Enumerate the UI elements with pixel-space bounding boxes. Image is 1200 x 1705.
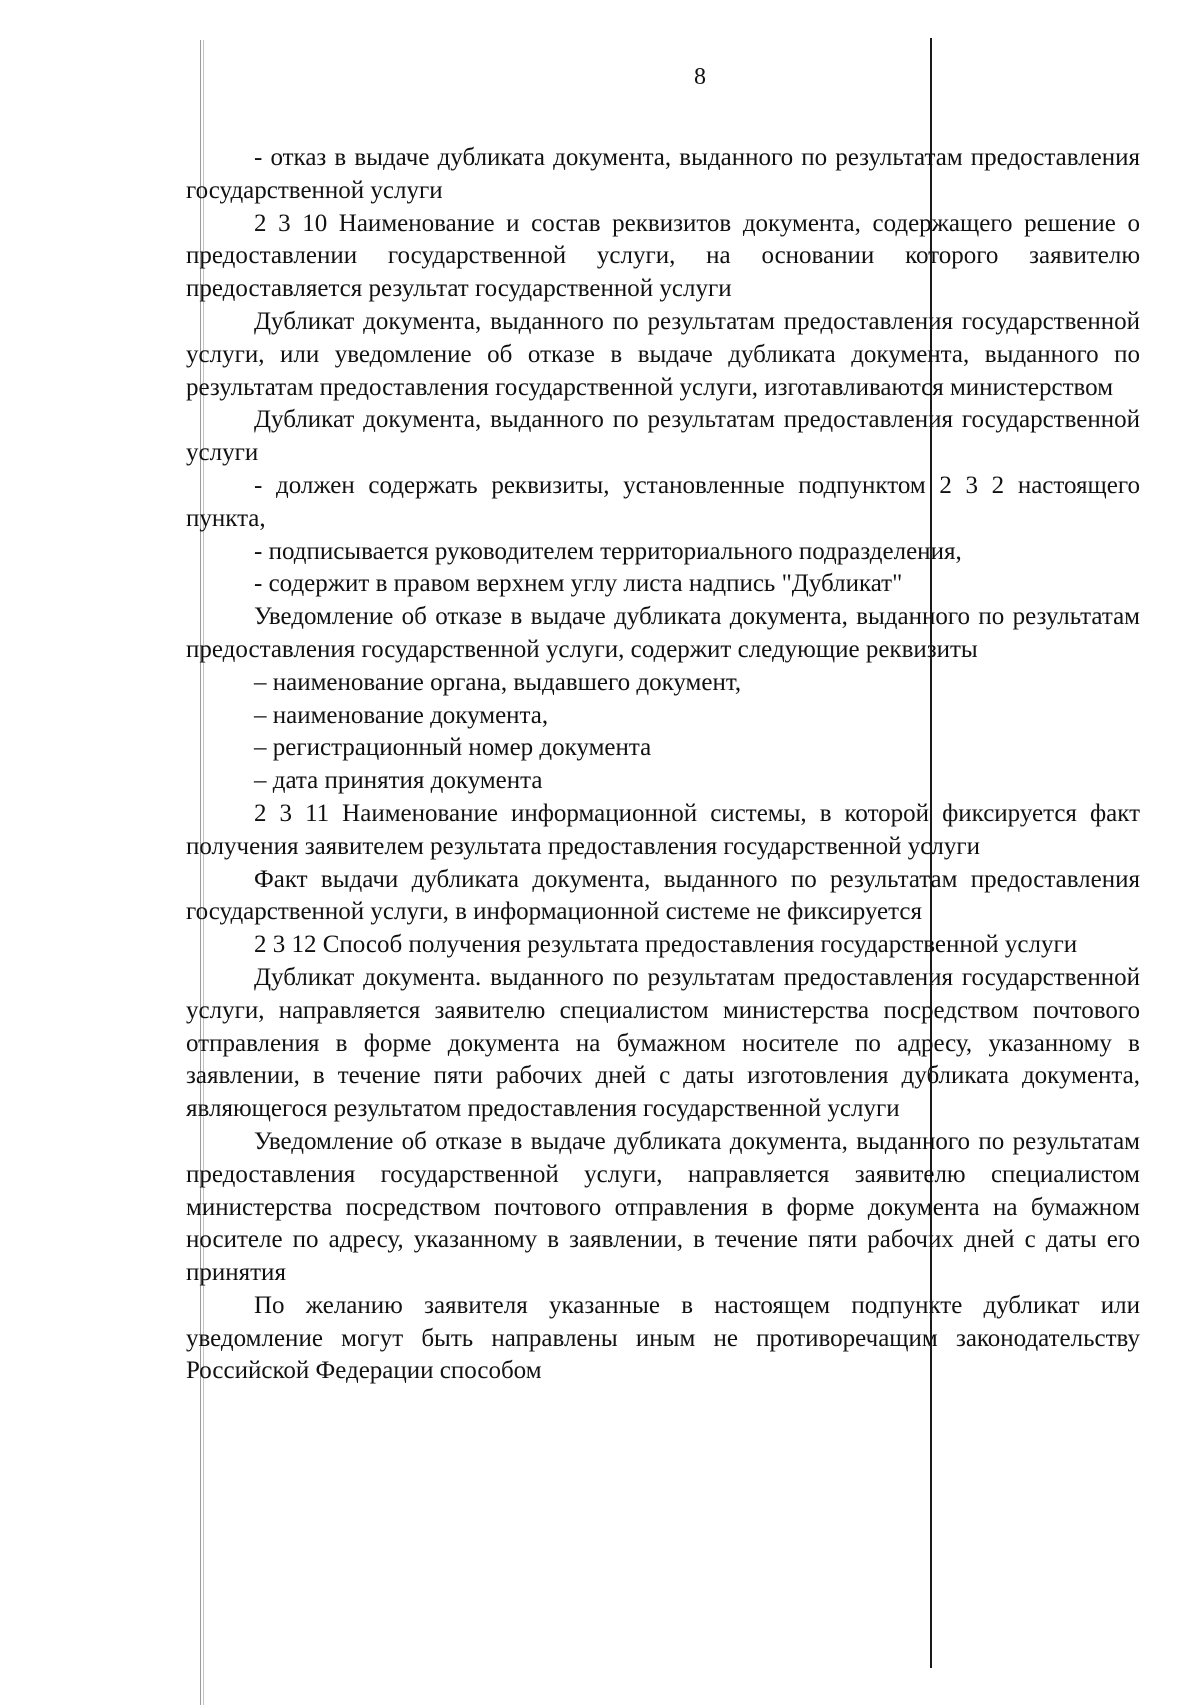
list-item-document-name: – наименование документа, xyxy=(254,701,549,729)
paragraph-2-3-12-heading: 2 3 12 Способ получения результата предоставления государственной услуги xyxy=(254,931,1078,959)
paragraph-duplicate-made-by-ministry: Дубликат документа, выданного по результатам предоставления государственной услуги, или уведомление об отказе в выдаче дубликата документа, выданного по результатам предоставления государственной услуги, изготавливаются министерством xyxy=(186,307,1140,401)
paragraph-inscription-item: - содержит в правом верхнем углу листа надпись "Дубликат" xyxy=(254,570,903,598)
paragraph-signed-item: - подписывается руководителем территориального подразделения, xyxy=(254,537,962,565)
paragraph-duplicate-sent-by-post: Дубликат документа. выданного по результатам предоставления государственной услуги, направляется заявителю специалистом министерства посредством почтового отправления в форме документа на бумажном носителе по адресу, указанному в заявлении, в течение пяти рабочих дней с даты изготовления дубликата документа, являющегося результатом предоставления государственной услуги xyxy=(186,963,1140,1123)
paragraph-not-recorded: Факт выдачи дубликата документа, выданного по результатам предоставления государственной услуги, в информационной системе не фиксируется xyxy=(186,865,1140,926)
list-item-issuing-authority: – наименование органа, выдавшего документ, xyxy=(254,668,742,696)
paragraph-refusal-notice-requisites: Уведомление об отказе в выдаче дубликата документа, выданного по результатам предоставления государственной услуги, содержит следующие реквизиты xyxy=(186,603,1140,663)
document-body xyxy=(186,142,1140,1388)
paragraph-other-method: По желанию заявителя указанные в настоящем подпункте дубликат или уведомление могут быть направлены иным не противоречащим законодательству Российской Федерации способом xyxy=(186,1291,1140,1385)
paragraph-refusal-item: - отказ в выдаче дубликата документа, выданного по результатам предоставления государственной услуги xyxy=(186,144,1140,204)
paragraph-duplicate-intro: Дубликат документа, выданного по результатам предоставления государственной услуги xyxy=(186,406,1140,467)
paragraph-2-3-10-heading: 2 3 10 Наименование и состав реквизитов документа, содержащего решение о предоставлении государственной услуги, на основании которого заявителю предоставляется результат государственной услуги xyxy=(186,209,1140,303)
paragraph-2-3-11-heading: 2 3 11 Наименование информационной системы, в которой фиксируется факт получения заявителем результата предоставления государственной услуги xyxy=(186,799,1140,860)
paragraph-requisites-item: - должен содержать реквизиты, установленные подпунктом 2 3 2 настоящего пункта, xyxy=(186,471,1140,532)
page-number: 8 xyxy=(694,64,706,90)
list-item-adoption-date: – дата принятия документа xyxy=(254,767,543,795)
paragraph-refusal-sent-by-post: Уведомление об отказе в выдаче дубликата документа, выданного по результатам предоставления государственной услуги, направляется заявителю специалистом министерства посредством почтового отправления в форме документа на бумажном носителе по адресу, указанному в заявлении, в течение пяти рабочих дней с даты его принятия xyxy=(186,1127,1140,1287)
list-item-registration-number: – регистрационный номер документа xyxy=(254,734,652,762)
